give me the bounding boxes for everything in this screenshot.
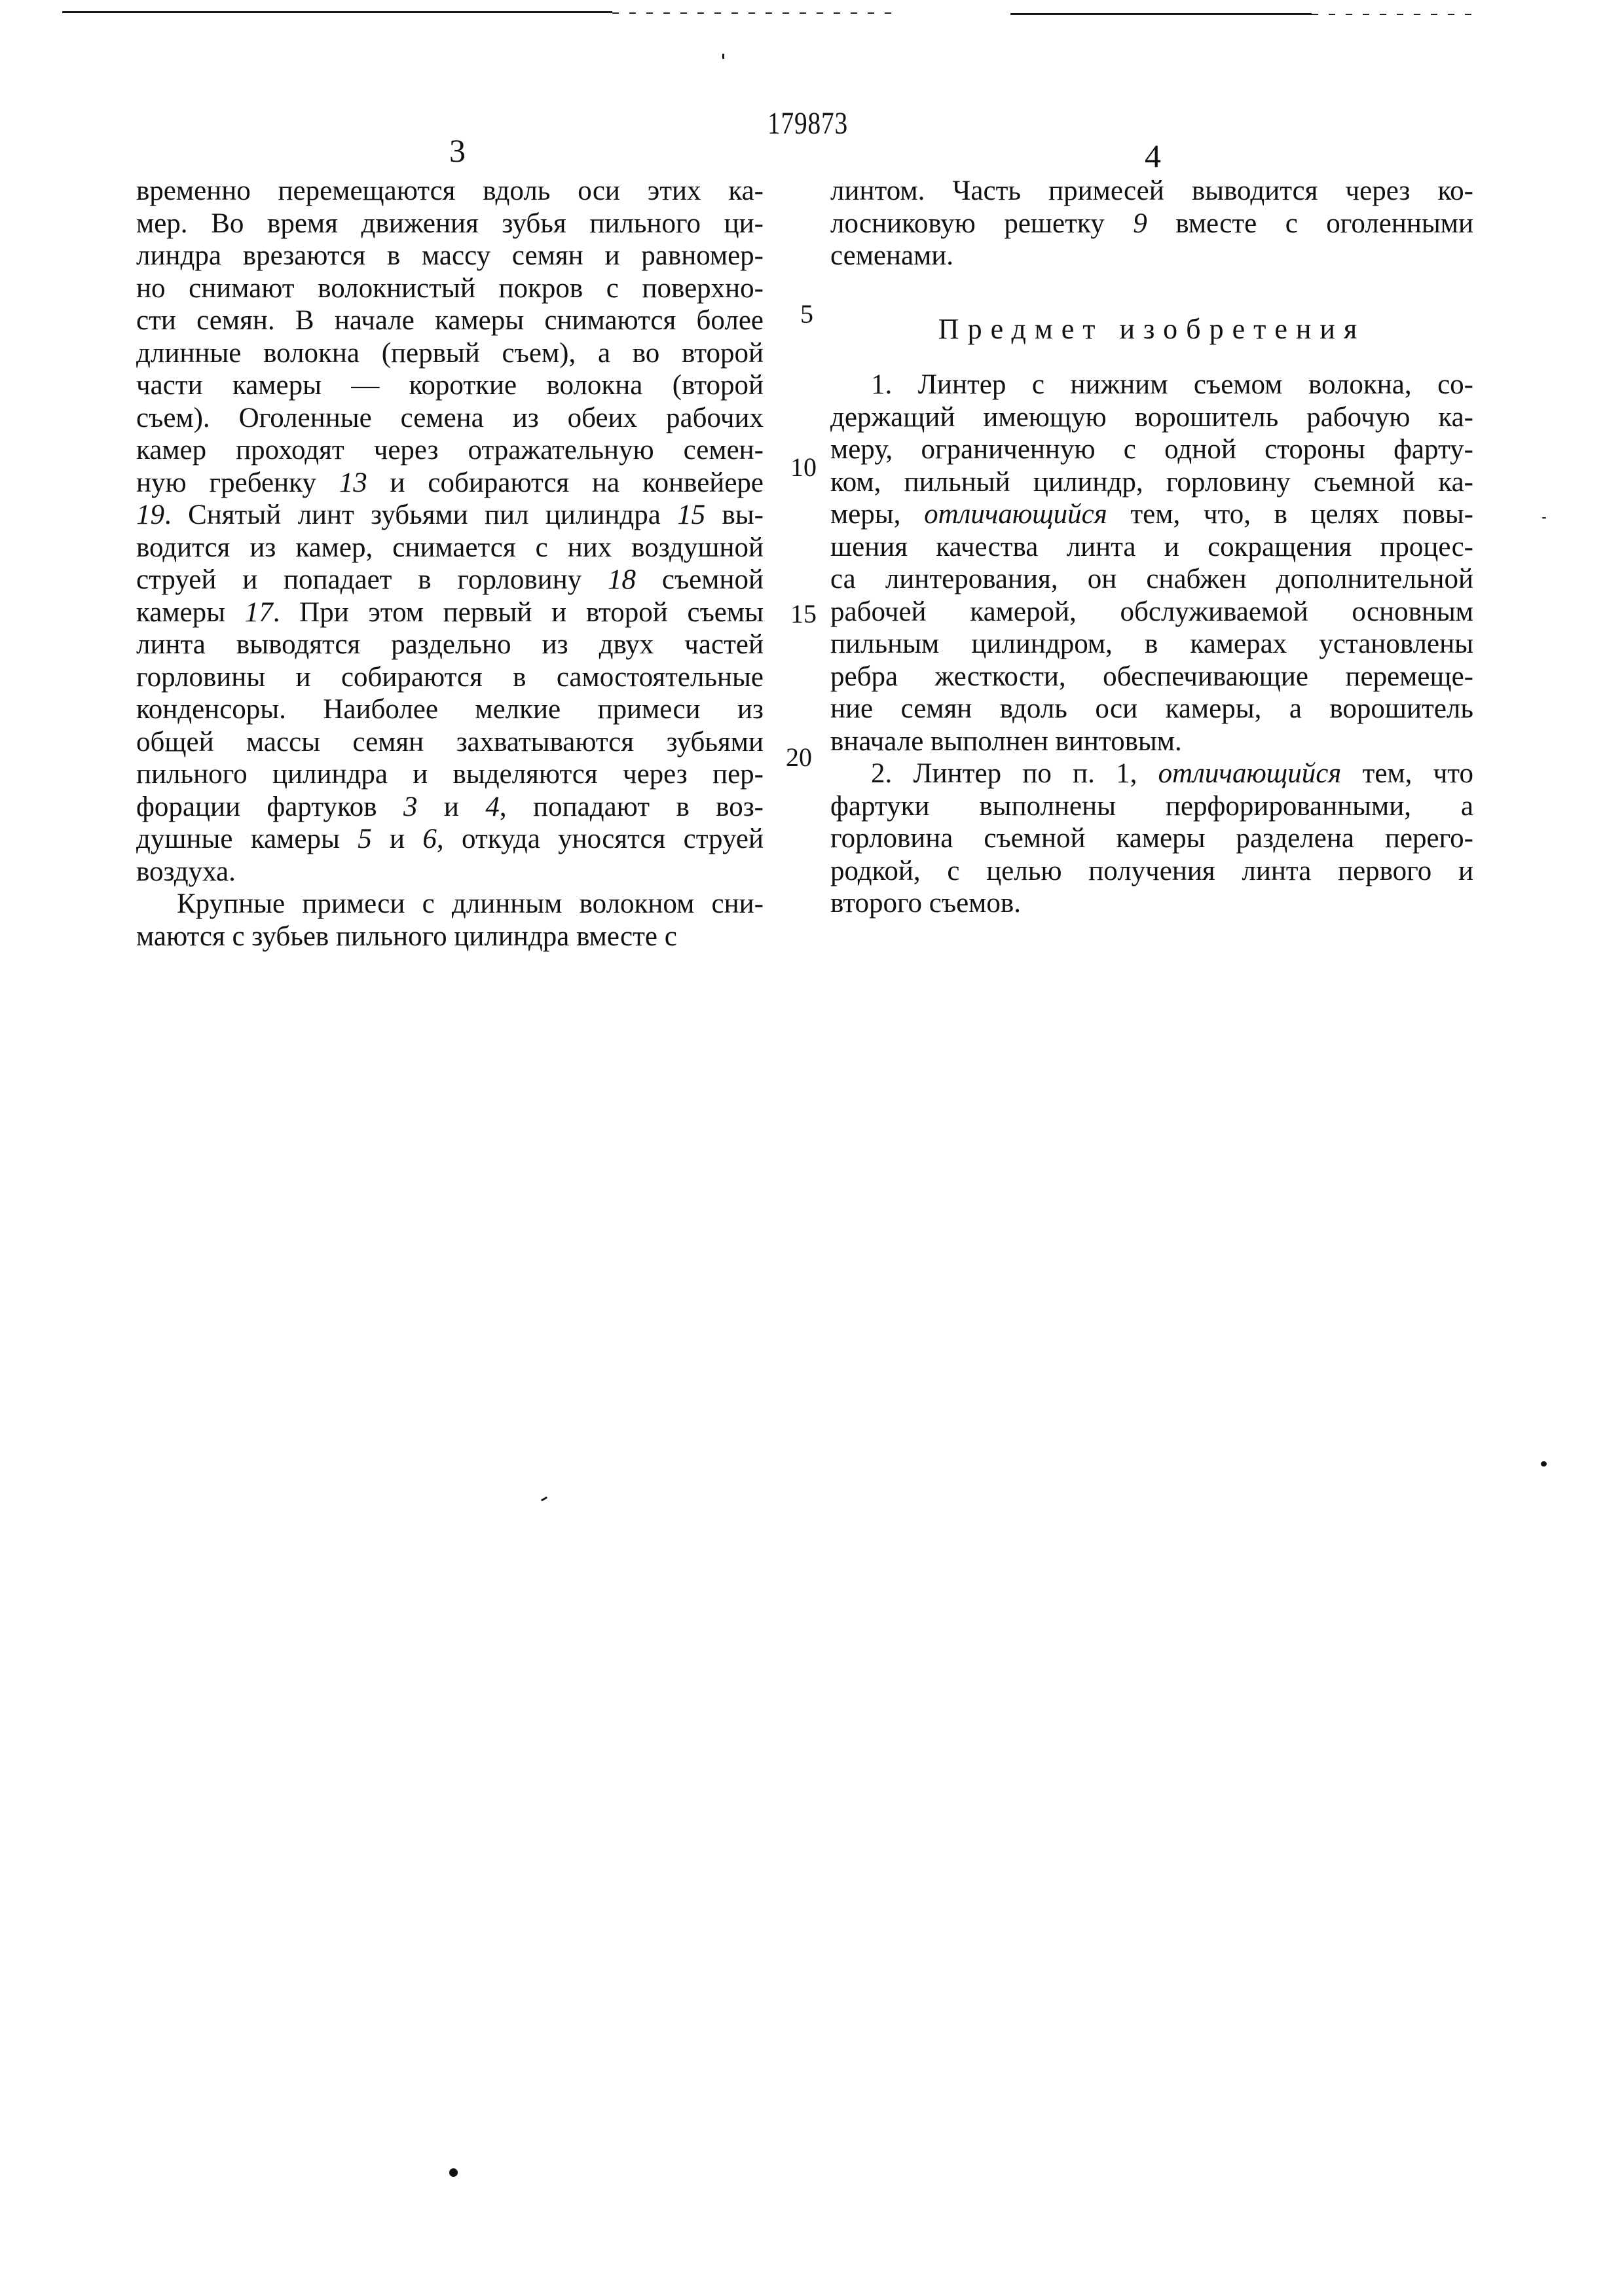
text-segment: , откуда уносятся струей (437, 824, 764, 854)
column-number-right: 4 (1145, 139, 1161, 172)
text-segment: . При этом первый и второй съемы (273, 597, 764, 628)
text-line: конденсоры. Наиболее мелкие примеси из (136, 693, 764, 726)
text-segment: 2. Линтер по п. 1, (871, 758, 1158, 789)
text-line: пильного цилиндра и выделяются через пер- (136, 758, 764, 791)
patent-number: 179873 (767, 108, 848, 139)
text-line: вначале выполнен винтовым. (830, 725, 1473, 758)
margin-line-number-20: 20 (786, 744, 812, 771)
text-segment: съемной (636, 564, 764, 595)
text-line: 1. Линтер с нижним съемом волокна, со- (830, 369, 1473, 401)
reference-numeral: 5 (358, 824, 372, 854)
scan-speck (449, 2168, 458, 2177)
text-line: Крупные примеси с длинным волокном сни- (136, 888, 764, 920)
text-line: камер проходят через отражательную семен- (136, 434, 764, 467)
text-line: держащий имеющую ворошитель рабочую ка- (830, 401, 1473, 434)
text-line: воздуха. (136, 856, 764, 888)
text-segment: и (417, 792, 485, 822)
text-line: шения качества линта и сокращения процес- (830, 531, 1473, 564)
text-line: са линтерования, он снабжен дополнительной (830, 563, 1473, 596)
text-segment: ную гребенку (136, 467, 339, 498)
right-column (830, 175, 1473, 920)
reference-numeral: 9 (1133, 208, 1147, 239)
reference-numeral: 15 (677, 500, 705, 530)
reference-numeral: 13 (339, 467, 367, 498)
text-segment: . Снятый линт зубьями пил цилиндра (164, 500, 677, 530)
margin-line-number-10: 10 (790, 454, 817, 481)
text-line (136, 499, 764, 532)
text-segment: и (372, 824, 423, 854)
top-rule-right-dotted (1312, 14, 1472, 15)
text-line: сти семян. В начале камеры снимаются более (136, 304, 764, 337)
text-segment: , попадают в воз- (500, 792, 764, 822)
reference-numeral: 4 (485, 792, 500, 822)
text-line: ребра жесткости, обеспечивающие перемеще- (830, 661, 1473, 693)
text-line: временно перемещаются вдоль оси этих ка- (136, 175, 764, 208)
text-segment: форации фартуков (136, 792, 403, 822)
margin-line-number-15: 15 (790, 601, 817, 627)
text-line: родкой, с целью получения линта первого и (830, 855, 1473, 888)
reference-numeral: 17 (245, 597, 273, 628)
text-line: второго съемов. (830, 887, 1473, 920)
text-line (136, 596, 764, 629)
section-heading: Предмет изобретения (830, 313, 1473, 346)
text-line: линта выводятся раздельно из двух частей (136, 629, 764, 661)
text-line (830, 498, 1473, 531)
text-line: фартуки выполнены перфорированными, а (830, 790, 1473, 823)
left-column (136, 175, 764, 953)
text-segment: тем, что (1341, 758, 1473, 789)
reference-numeral: 3 (403, 792, 418, 822)
claim-2 (830, 757, 1473, 920)
scan-speck (1541, 1461, 1547, 1467)
text-line: маются с зубьев пильного цилиндра вместе с (136, 920, 764, 953)
text-line: части камеры — короткие волокна (второй (136, 369, 764, 402)
text-line: мер. Во время движения зубья пильного ци- (136, 208, 764, 240)
text-line (136, 823, 764, 856)
scan-speck (1542, 517, 1546, 519)
claim-1 (830, 369, 1473, 757)
top-rule-left (62, 11, 612, 13)
text-line: рабочей камерой, обслуживаемой основным (830, 596, 1473, 629)
text-line: линтом. Часть примесей выводится через ко- (830, 175, 1473, 208)
top-rule-right (1010, 13, 1312, 15)
margin-line-number-5: 5 (800, 301, 813, 327)
text-segment: тем, что, в целях повы- (1107, 499, 1473, 530)
reference-numeral: 18 (608, 564, 636, 595)
text-segment: и собираются на конвейере (367, 467, 764, 498)
top-rule-dotted (612, 12, 900, 14)
text-line: общей массы семян захватываются зубьями (136, 726, 764, 759)
text-line (136, 467, 764, 500)
text-segment: вы- (705, 500, 764, 530)
text-line: съем). Оголенные семена из обеих рабочих (136, 402, 764, 435)
text-line: горловины и собираются в самостоятельные (136, 661, 764, 694)
text-segment: камеры (136, 597, 245, 628)
text-line (136, 791, 764, 824)
text-segment: лосниковую решетку (830, 208, 1133, 239)
spacer (830, 272, 1473, 313)
text-line: водится из камер, снимается с них воздушной (136, 532, 764, 564)
reference-numeral: 6 (422, 824, 437, 854)
text-line: длинные волокна (первый съем), а во второй (136, 337, 764, 370)
text-line (830, 757, 1473, 790)
column-number-left: 3 (449, 134, 466, 167)
text-line: но снимают волокнистый покров с поверхно- (136, 272, 764, 305)
italic-term: отличающийся (924, 499, 1107, 530)
text-line: ком, пильный цилиндр, горловину съемной ка- (830, 466, 1473, 499)
scan-speck (541, 1497, 547, 1502)
text-line: линдра врезаются в массу семян и равномер- (136, 240, 764, 272)
text-line: пильным цилиндром, в камерах установлены (830, 628, 1473, 661)
spacer (830, 345, 1473, 369)
text-segment: душные камеры (136, 824, 358, 854)
scan-speck (722, 54, 724, 59)
reference-numeral: 19 (136, 500, 164, 530)
italic-term: отличающийся (1158, 758, 1342, 789)
text-line: ние семян вдоль оси камеры, а ворошитель (830, 693, 1473, 725)
text-line: горловина съемной камеры разделена перего- (830, 822, 1473, 855)
text-line (136, 564, 764, 596)
text-segment: струей и попадает в горловину (136, 564, 608, 595)
right-intro-paragraph (830, 175, 1473, 272)
text-line: меру, ограниченную с одной стороны фарту- (830, 433, 1473, 466)
text-line: семенами. (830, 240, 1473, 272)
text-line (830, 208, 1473, 240)
text-segment: вместе с оголенными (1147, 208, 1473, 239)
text-segment: меры, (830, 499, 924, 530)
